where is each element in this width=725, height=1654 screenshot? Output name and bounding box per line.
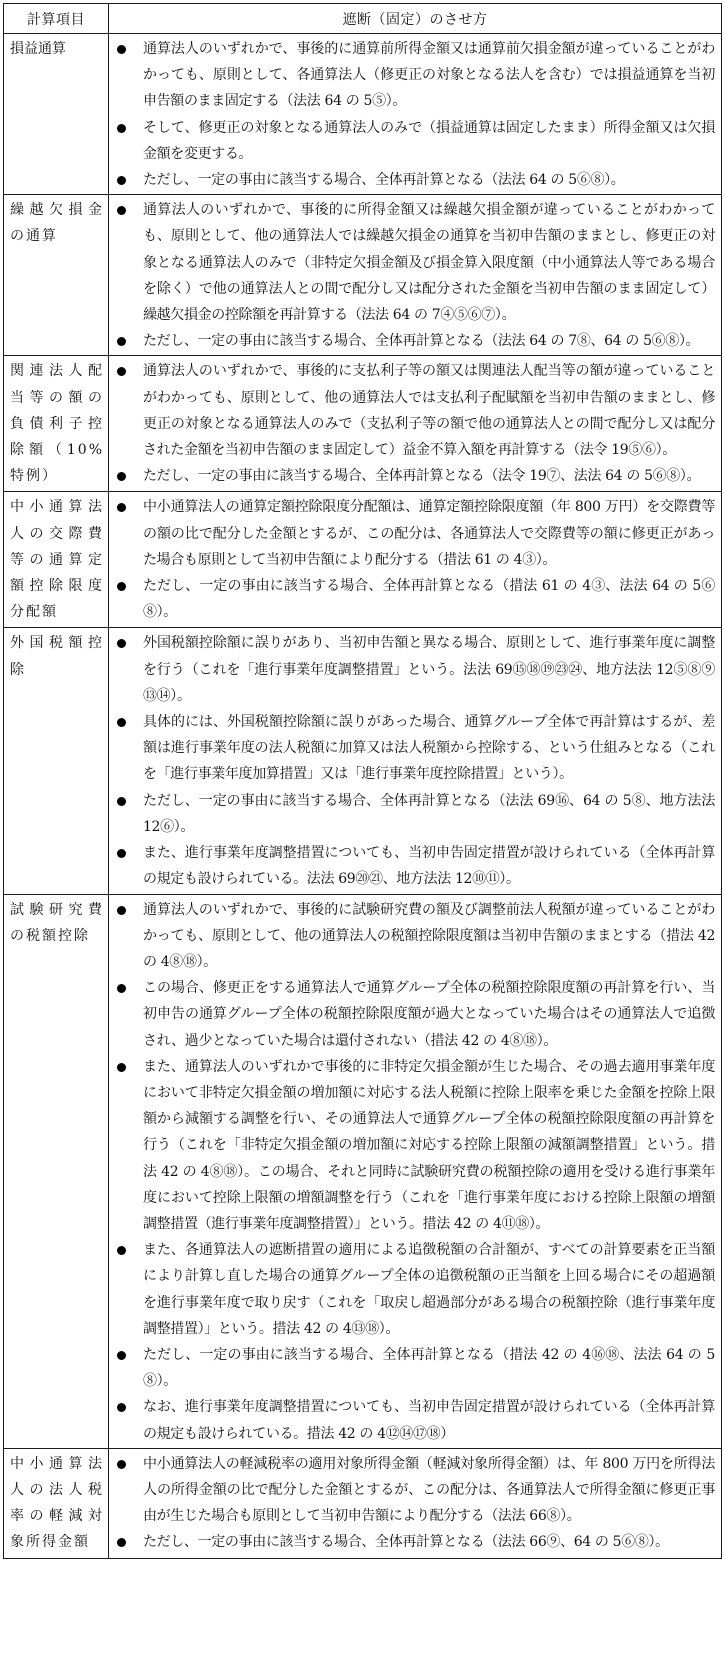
- bullet-icon: [117, 582, 126, 591]
- bullet-list: [113, 36, 715, 193]
- row-method-cell: [109, 195, 722, 356]
- bullet-text: ただし、一定の事由に該当する場合、全体再計算となる（法法 69⑯、64 の 5⑧、地方法法 12⑥）。: [143, 792, 715, 835]
- row-method-cell: [109, 894, 722, 1448]
- bullet-icon: [117, 1538, 126, 1547]
- bullet-text: また、進行事業年度調整措置についても、当初申告固定措置が設けられている（全体再計算の規定も設けられている。法法 69⑳㉑、地方法法 12⑩⑪）。: [143, 845, 715, 888]
- bullet-icon: [117, 639, 126, 648]
- bullet-item: [113, 840, 715, 892]
- bullet-text: 通算法人のいずれかで、事後的に支払利子等の額又は関連法人配当等の額が違っていることがわかっても、原則として、他の通算法人では支払利子配賦額を当初申告額のままとし、修更正の対象となる通算法人のみで（支払利子等の額で他の通算法人との間で配分し又は配分された金額を当初申告額のまま固定して）益金不算入額を再計算する（法令 19⑤⑥）。: [143, 363, 715, 459]
- bullet-list: [113, 897, 715, 1447]
- bullet-item: [113, 788, 715, 840]
- bullet-text: この場合、修更正をする通算法人で通算グループ全体の税額控除限度額の再計算を行い、当初申告の通算グループ全体の税額控除限度額が過大となっていた場合はその通算法人で追徴され、過少となっていた場合は還付されない（措法 42 の 4⑧⑱）。: [143, 980, 715, 1049]
- bullet-text: 外国税額控除額に誤りがあり、当初申告額と異なる場合、原則として、進行事業年度に調整を行う（これを「進行事業年度調整措置」という。法法 69⑮⑱⑲㉓㉔、地方法法 12⑤⑧⑨⑬⑭）。: [143, 635, 715, 704]
- bullet-item: [113, 328, 715, 354]
- bullet-text: ただし、一定の事由に該当する場合、全体再計算となる（法令 19⑦、法法 64 の 5⑥⑧）。: [143, 468, 701, 485]
- bullet-text: 具体的には、外国税額控除額に誤りがあった場合、通算グループ全体で再計算はするが、差額は進行事業年度の法人税額に加算又は法人税額から控除する、という仕組みとなる（これを「進行事業年度加算措置」又は「進行事業年度控除措置」という）。: [143, 714, 715, 783]
- table-row-loss-offset: [4, 34, 722, 195]
- bullet-item: [113, 358, 715, 463]
- bullet-icon: [117, 176, 126, 185]
- bullet-icon: [117, 797, 126, 806]
- row-method-cell: [109, 492, 722, 628]
- table-row-reduced-tax-rate: [4, 1448, 722, 1558]
- table-row-entertainment-expense: [4, 492, 722, 628]
- bullet-text: また、通算法人のいずれかで事後的に非特定欠損金額が生じた場合、その過去適用事業年度において非特定欠損金額の増加額に対応する法人税額に控除上限率を乗じた金額を控除上限額から減額する調整を行い、その通算法人で通算グループ全体の税額控除限度額の再計算を行う（これを「非特定欠損金額の増加額に対応する控除上限額の減額調整措置」という。措法 42 の 4⑧⑱）。この場合、それと同時に試験研究費の税額控除の適用を受ける進行事業年度において控除上限額の増額調整を行う（これを「進行事業年度における控除上限額の増額調整措置（進行事業年度調整措置）」という。措法 42 の 4⑪⑱）。: [143, 1058, 715, 1232]
- bullet-item: [113, 709, 715, 788]
- row-item-label: 関連法人配当等の額の負債利子控除額（10%特例）: [4, 356, 109, 492]
- bullet-item: [113, 975, 715, 1054]
- bullet-item: [113, 573, 715, 625]
- bullet-list: [113, 358, 715, 489]
- bullet-icon: [117, 1403, 126, 1412]
- bullet-item: [113, 197, 715, 328]
- bullet-icon: [117, 124, 126, 133]
- bullet-list: [113, 494, 715, 625]
- row-method-cell: [109, 34, 722, 195]
- bullet-item: [113, 494, 715, 573]
- bullet-icon: [117, 45, 126, 54]
- bullet-item: [113, 1237, 715, 1342]
- bullet-item: [113, 1054, 715, 1237]
- bullet-item: [113, 1394, 715, 1446]
- bullet-text: ただし、一定の事由に該当する場合、全体再計算となる（法法 64 の 5⑥⑧）。: [143, 172, 625, 189]
- bullet-item: [113, 1451, 715, 1530]
- bullet-text: また、各通算法人の遮断措置の適用による追徴税額の合計額が、すべての計算要素を正当額により計算し直した場合の通算グループ全体の追徴税額の正当額を上回る場合にその超過額を進行事業年度で取り戻す（これを「取戻し超過部分がある場合の税額控除（進行事業年度調整措置）」という。措法 42 の 4⑬⑱）。: [143, 1242, 715, 1337]
- bullet-icon: [117, 1063, 126, 1072]
- bullet-text: そして、修更正の対象となる通算法人のみで（損益通算は固定したまま）所得金額又は欠損金額を変更する。: [143, 119, 715, 162]
- bullet-icon: [117, 206, 126, 215]
- row-item-label: 損益通算: [4, 34, 109, 195]
- row-item-label: 外国税額控除: [4, 628, 109, 894]
- bullet-list: [113, 1451, 715, 1556]
- bullet-icon: [117, 906, 126, 915]
- bullet-text: ただし、一定の事由に該当する場合、全体再計算となる（措法 42 の 4⑯⑱、法法 64 の 5⑧）。: [143, 1346, 715, 1390]
- bullet-item: [113, 36, 715, 115]
- row-method-cell: [109, 356, 722, 492]
- bullet-icon: [117, 337, 126, 346]
- bullet-text: 中小通算法人の軽減税率の適用対象所得金額（軽減対象所得金額）は、年 800 万円を所得法人の所得金額の比で配分した金額とするが、この配分は、各通算法人で所得金額に修更正事由が生じた場合も原則として当初申告額により配分する（法法 66⑧）。: [143, 1455, 715, 1525]
- bullet-list: [113, 197, 715, 354]
- row-item-label: 中小通算法人の法人税率の軽減対象所得金額: [4, 1448, 109, 1558]
- table-row-related-dividend: [4, 356, 722, 492]
- blocking-method-table: [3, 3, 722, 1559]
- bullet-icon: [117, 503, 126, 512]
- bullet-list: [113, 630, 715, 892]
- bullet-icon: [117, 1460, 126, 1469]
- header-calculation-item: 計算項目: [4, 4, 109, 34]
- bullet-icon: [117, 472, 126, 481]
- bullet-icon: [117, 849, 126, 858]
- table-row-foreign-tax-credit: [4, 628, 722, 894]
- bullet-text: なお、進行事業年度調整措置についても、当初申告固定措置が設けられている（全体再計算の規定も設けられている。措法 42 の 4⑫⑭⑰⑱）: [143, 1399, 715, 1442]
- bullet-icon: [117, 718, 126, 727]
- bullet-icon: [117, 367, 126, 376]
- bullet-text: 通算法人のいずれかで、事後的に所得金額又は繰越欠損金額が違っていることがわかっても、原則として、他の通算法人では繰越欠損金の通算を当初申告額のままとし、修更正の対象となる通算法人のみで（非特定欠損金額及び損金算入限度額（中小通算法人等である場合を除く）で他の通算法人との間で配分し又は配分された金額を当初申告額のまま固定して）繰越欠損金の控除額を再計算する（法法 64 の 7④⑤⑥⑦）。: [143, 202, 715, 324]
- bullet-icon: [117, 1246, 126, 1255]
- bullet-item: [113, 167, 715, 193]
- bullet-icon: [117, 1351, 126, 1360]
- bullet-item: [113, 897, 715, 976]
- bullet-item: [113, 630, 715, 709]
- table-header-row: [4, 4, 722, 34]
- header-blocking-method: 遮断（固定）のさせ方: [109, 4, 722, 34]
- row-item-label: 試験研究費の税額控除: [4, 894, 109, 1448]
- bullet-item: [113, 1529, 715, 1555]
- bullet-icon: [117, 984, 126, 993]
- bullet-text: 通算法人のいずれかで、事後的に通算前所得金額又は通算前欠損金額が違っていることがわかっても、原則として、各通算法人（修更正の対象となる法人を含む）では損益通算を当初申告額のまま固定する（法法 64 の 5⑤）。: [143, 41, 715, 110]
- row-method-cell: [109, 628, 722, 894]
- bullet-text: 中小通算法人の通算定額控除限度分配額は、通算定額控除限度額（年 800 万円）を交際費等の額の比で配分した金額とするが、この配分は、各通算法人で交際費等の額に修更正があった場合も原則として当初申告額により配分する（措法 61 の 4③）。: [143, 499, 715, 568]
- table-body: [4, 34, 722, 1559]
- table-row-carryforward-loss: [4, 195, 722, 356]
- row-method-cell: [109, 1448, 722, 1558]
- bullet-item: [113, 115, 715, 167]
- row-item-label: 中小通算法人の交際費等の通算定額控除限度分配額: [4, 492, 109, 628]
- bullet-item: [113, 463, 715, 489]
- bullet-text: ただし、一定の事由に該当する場合、全体再計算となる（措法 61 の 4③、法法 64 の 5⑥⑧）。: [143, 578, 715, 621]
- bullet-text: ただし、一定の事由に該当する場合、全体再計算となる（法法 64 の 7⑧、64 の 5⑥⑧）。: [143, 333, 700, 350]
- bullet-text: ただし、一定の事由に該当する場合、全体再計算となる（法法 66⑨、64 の 5⑥⑧）。: [143, 1534, 669, 1551]
- bullet-text: 通算法人のいずれかで、事後的に試験研究費の額及び調整前法人税額が違っていることがわかっても、原則として、他の通算法人の税額控除限度額は当初申告額のままとする（措法 42 の 4⑧⑱）。: [143, 901, 715, 970]
- row-item-label: 繰越欠損金の通算: [4, 195, 109, 356]
- bullet-item: [113, 1342, 715, 1394]
- table-row-rd-tax-credit: [4, 894, 722, 1448]
